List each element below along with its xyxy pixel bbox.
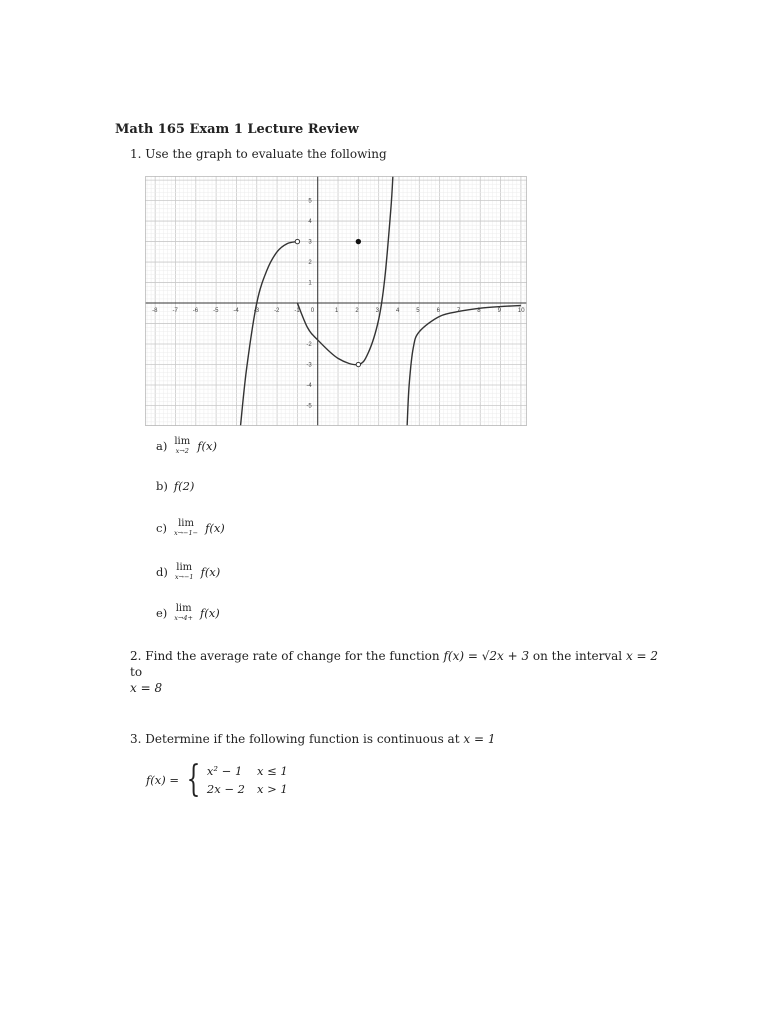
part-e [156,604,220,622]
question-number: 1. [130,147,142,161]
x-tick-label: 2 [355,308,359,315]
x-tick-label: 9 [497,308,501,315]
y-tick-label: 1 [308,280,312,287]
part-d [156,563,220,581]
part-expression: f(x) [200,564,221,579]
x-tick-label: -1 [294,308,300,315]
x-tick-label: 7 [456,308,461,315]
graph-frame [146,177,527,426]
limit-word: lim [174,436,191,447]
case-expression: 2x − 2 [206,782,245,796]
piecewise-function [146,759,288,800]
part-label: d) [156,564,168,579]
limit-subscript: x→−1 [174,573,194,581]
y-tick-label: 3 [308,239,312,246]
x-tick-label: -2 [274,308,280,315]
continuity-point: x = 1 [463,732,496,746]
x-tick-label: -3 [253,308,260,315]
interval-end: x = 8 [130,681,163,695]
case-condition: x > 1 [257,782,288,796]
case-condition: x ≤ 1 [257,764,288,778]
question-text: Find the average rate of change for the function [145,649,440,663]
question-text: Determine if the following function is continuous at [145,732,460,746]
part-expression: f(2) [173,479,195,493]
page-title: Math 165 Exam 1 Lecture Review [115,122,359,137]
limit-operator [174,519,198,537]
part-expression: f(x) [197,438,217,453]
limit-word: lim [178,518,194,529]
y-tick-label: -5 [306,403,312,410]
limit-subscript: x→4+ [174,614,193,622]
question-number: 3. [130,732,142,746]
part-label: a) [156,438,168,453]
x-tick-label: 4 [395,308,400,315]
x-tick-label: 0 [310,308,315,315]
x-tick-label: 1 [335,308,339,315]
limit-subscript: x→2 [175,447,189,455]
x-tick-label: 10 [517,308,525,315]
x-tick-label: -6 [192,308,199,315]
part-b [156,479,194,493]
piecewise-lhs: f(x) = [146,773,180,787]
x-tick-label: 3 [375,308,380,315]
question-1 [130,147,387,161]
y-tick-label: -3 [306,362,312,369]
limit-operator [174,437,190,455]
question-text: to [130,665,143,679]
question-3 [130,732,495,746]
x-tick-label: 6 [436,308,440,315]
question-text: Use the graph to evaluate the following [145,147,387,161]
function-expression: f(x) = √2x + 3 [443,649,530,663]
limit-operator [175,563,194,581]
open-point [356,362,360,366]
part-label: e) [156,605,168,620]
part-c [156,519,225,537]
limit-word: lim [176,562,193,573]
part-expression: f(x) [205,520,225,535]
y-tick-label: -2 [306,342,312,349]
function-graph [145,176,527,426]
left-brace: { [186,759,201,800]
question-text: on the interval [532,649,623,663]
x-tick-label: -4 [233,308,239,315]
question-2 [130,648,660,696]
part-expression: f(x) [200,605,220,620]
y-tick-label: -4 [306,383,312,390]
closed-point [356,239,360,243]
y-tick-label: 2 [308,260,312,267]
x-tick-label: 8 [477,308,481,315]
open-point [295,239,299,243]
part-a [156,437,217,455]
piecewise-cases [207,764,288,796]
case-expression: x² − 1 [206,764,243,778]
x-tick-label: -5 [213,308,219,315]
y-tick-label: 4 [308,219,312,226]
question-number: 2. [130,649,142,663]
limit-operator [174,604,193,622]
interval-start: x = 2 [625,649,659,663]
x-tick-label: 5 [416,308,420,315]
x-tick-label: -8 [152,308,158,315]
limit-subscript: x→−1− [173,529,199,537]
x-tick-label: -7 [172,308,178,315]
limit-word: lim [175,603,192,614]
part-label: c) [156,520,167,535]
y-tick-label: 5 [308,198,312,205]
part-label: b) [156,479,168,493]
